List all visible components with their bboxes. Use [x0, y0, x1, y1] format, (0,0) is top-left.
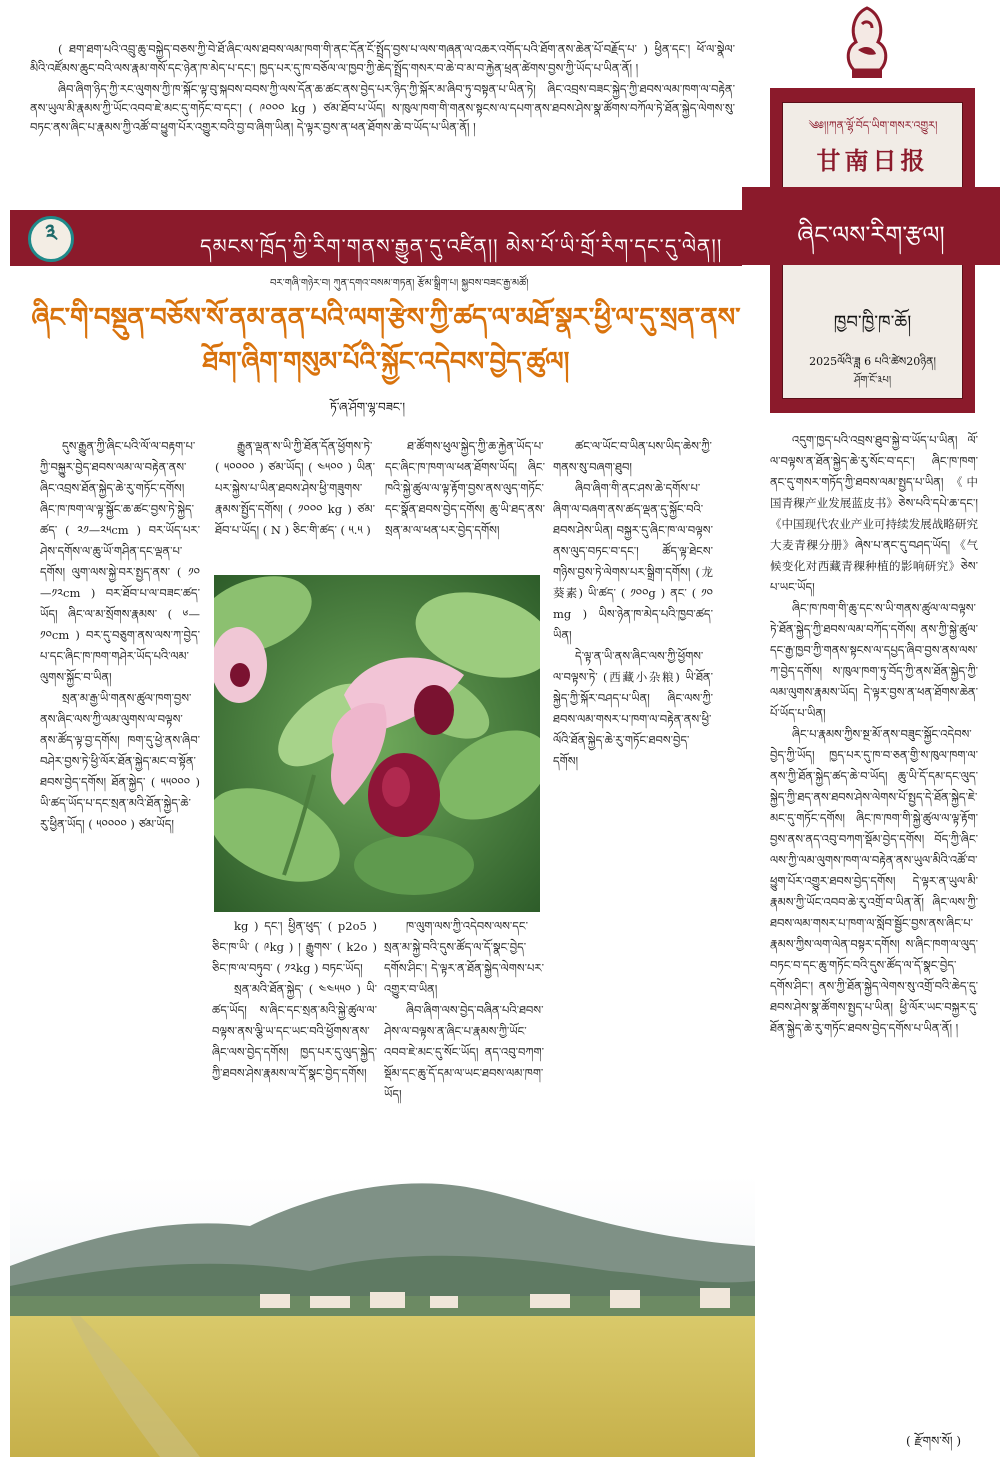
article-column-5: [770, 430, 978, 1435]
sub-column-name: ཁྱབ་ཁྱི་ཁ་ཆོ།: [833, 312, 912, 333]
paragraph: kg ) དང་། ཕྱིན་ཕུད་ ( p2o5 ) ཅིང་ཁ་ཡི་ ( ༩kg ) ། རྒྱུགས་ ( k2o ) ཅིང་ཁ་ལ་བཏུབ་ ( ༡༢kg ) བཏང་ཡོད།: [212, 919, 377, 975]
article-column-4: [553, 436, 713, 1178]
masthead-ornament-icon: [836, 4, 898, 84]
top-continuation-text: [30, 40, 735, 139]
paragraph: དུས་རྒྱུན་ཀྱི་ཞིང་པའི་ལོ་ལ་བརྟག་པ་ཀྱི་བསྐྱུར་བྱེད་ཐབས་ལམ་ལ་བརྟེན་ནས་ཞིང་འབྲས་ཐོན་སྐྱེད་ཆེ་རུ་གཏོང་དགོས། ཞིང་ཁ་ཁག་ལ་ལྟ་སྐྱོང་ཆ་ཚང་བྱས་ཏེ་སྐྱེད་ཚད་ ( ༢༡—༢༥cm ) བར་ཡོད་པར་ཤེས་དགོས་ལ་ཆུ་ཡོ་གཤིན་དང་ལྡན་པ་དགོས། ལུག་ལས་སྐྱེ་བར་སྤྱད་ནས་ ( ༡༠—༡༢cm ) བར་ཐོབ་པ་ལ་བཟང་ཚད་ཡོད། ཞིང་ལ་མ་སྲོགས་རྣམས་ ( ༦—༡༠cm ) བར་དུ་བཅུག་ནས་ལས་ཀ་བྱེད་པ་དང་ཞིང་ཁ་ཁག་གཤེར་ཡོད་པའི་ལམ་ལུགས་སྐྱོང་བ་ཡིན།: [40, 439, 200, 684]
article-column-1: [40, 436, 200, 1176]
paragraph: ཞིབ་ཞིག་གི་ནང་ཤས་ཆེ་དགོས་པ་ཞིག་ལ་བཞག་ནས་ཚད་ལྡན་དུ་སྐྱོང་བའི་ཐབས་ཤེས་ཡིན། བསྐྱར་དུ་ཞིང་ཁ་ལ་བལྟས་ནས་ལུད་བཏང་བ་དང་། ཚོད་ལྟ་ཐེངས་གཉིས་བྱས་ཏེ་ལེགས་པར་སྒྲིག་དགོས། (龙葵素) ཡི་ཚད་ ( ༡༠༠g ) ནང་ ( ༡༠ mg ) ཡིས་ཉེན་ཁ་མེད་པའི་ཁྱབ་ཚད་ཡིན།: [553, 481, 713, 642]
article-author: ཏོ་ཞ་ཤོག་ལྷ་བཟང་།: [330, 400, 405, 414]
paragraph: འདུག་ཁྱད་པའི་འབྲས་ཐུབ་སྐྱེ་བ་ཡོད་པ་ཡིན། ལོ་ལ་བལྟས་ན་ཐོན་སྐྱེད་ཆེ་རུ་སོང་བ་དང་། ཞིང་ཁ་ཁག་ནང་དུ་གསར་གཏོད་ཀྱི་ཐབས་ལམ་སྤྱད་པ་ཡིན། 《中国青稞产业发展蓝皮书》ཅེས་པའི་དཔེ་ཆ་དང་། 《中国现代农业产业可持续发展战略研究大麦青稞分册》ཞེས་པ་ནང་དུ་བཤད་ཡོད། 《气候变化对西藏青稞种植的影响研究》ཅེས་པ་ཡང་ཡོད།: [770, 433, 978, 594]
section-banner: [10, 210, 742, 266]
paragraph: དེ་ལྟ་ན་ཡི་ནས་ཞིང་ལས་ཀྱི་ཕྱོགས་ལ་བལྟས་ཏེ་ (西藏小杂粮) ཡི་ཐོན་སྐྱེད་ཀྱི་སྐོར་བཤད་པ་ཡིན། ཞིང་ལས་ཀྱི་ཐབས་ལམ་གསར་པ་ཁག་ལ་བརྟེན་ནས་ཕྱི་ལོའི་ཐོན་སྐྱེད་ཆེ་རུ་གཏོང་ཐབས་བྱེད་དགོས།: [553, 649, 713, 768]
paragraph: ཐ་ཚོགས་ཕུལ་སྐྱེད་ཀྱི་ཆ་རྐྱེན་ཡོད་པ་དང་ཞིང་ཁ་ཁག་ལ་ཕན་ཐོགས་ཡོད། ཞིང་ཁའི་སྐྱེ་ཚུལ་ལ་ལྟ་རྟོག་བྱས་ནས་ལུད་གཏོང་དང་སྣོན་ཐབས་བྱེད་དགོས། ཆུ་ཡི་ཐད་ནས་སྲན་མ་ལ་ཕན་པར་བྱེད་དགོས།: [385, 439, 545, 537]
paragraph: ཞིབ་ཞིག་ལས་བྱེད་བཞིན་པའི་ཐབས་ཤེས་ལ་བལྟས་ན་ཞིང་པ་རྣམས་ཀྱི་ཡོང་འབབ་ཇེ་མང་དུ་སོང་ཡོད། ནད་འབུ་བཀག་སྡོམ་དང་ཆུ་དོ་དམ་ལ་ཡང་ཐབས་ལམ་ཁག་ཡོད།: [384, 1003, 544, 1101]
paragraph: ཞིང་ཁ་ཁག་གི་ཆུ་དང་ས་ཡི་གནས་ཚུལ་ལ་བལྟས་ཏེ་ཐོན་སྐྱེད་ཀྱི་ཐབས་ལམ་བཀོད་དགོས། ནས་ཀྱི་སྐྱེ་ཚུལ་དང་རྒྱ་ཁྱབ་ཀྱི་གནས་སྟངས་ལ་དཔྱད་ཞིབ་བྱས་ནས་ལས་ཀ་བྱེད་དགོས། ས་ཁུལ་ཁག་ཏུ་བོད་ཀྱི་ནས་ཐོན་སྐྱེད་ཀྱི་ལམ་ལུགས་རྣམས་ཡོད། དེ་ལྟར་བྱས་ན་ཕན་ཐོགས་ཆེན་པོ་ཡོད་པ་ཡིན།: [770, 601, 978, 720]
column-tab: [742, 187, 1000, 265]
top-paragraph: ( ཐག་ཐག་པའི་འབྲུ་ཆུ་བསྐྱེད་བཅས་ཀྱི་བེ་ཐོ་ཞིང་ལས་ཐབས་ལམ་ཁག་གི་ནང་དོན་ངོ་སྤྲོད་བྱས་པ་ལས་གཞན་ལ་འཆར་འགོད་པའི་ཐོག་ནས་ཆེན་པོ་བརྗོད་པ་ ) ཕྱིན་དང་། ཕོ་ལ་སྣེལ་མིའི་འཛོམས་ཆུང་བའི་ལས་རྣམ་གསོ་དང་ཉེན་ཁ་མེད་པ་དང་། ཁྱད་པར་དུ་ཁ་བཅོལ་ལ་ཁྱབ་ཀྱི་ཆེད་སྤྲོད་གསར་བ་ཆེ་བ་མ་བ་རྐྱེན་ཕྲན་ཚེགས་བྱས་ཀྱི་ཡོད་པ་ཡིན་ནོ། །: [30, 42, 735, 75]
paragraph: སྲན་མ་རྒྱ་ཡི་གནས་ཚུལ་ཁག་བྱས་ནས་ཞིང་ལས་ཀྱི་ལམ་ལུགས་ལ་བལྟས་ནས་ཚོད་ལྟ་བྱ་དགོས། ཁག་དུ་ཕྱེ་ནས་ཞིབ་བཤེར་བྱས་ཏེ་ཕྱི་ལོར་ཐོན་སྐྱེད་མང་བ་སྟོན་ཐབས་བྱེད་དགོས། ཐོན་སྐྱེད་ ( ༥༥༠༠༠ ) ཡི་ཚད་ཡོད་པ་དང་སྲན་མའི་ཐོན་སྐྱེད་ཆེ་རུ་ཕྱིན་ཡོད། ( ༥༠༠༠༠ ) ཙམ་ཡོད།: [40, 691, 200, 831]
pea-flower-photo: [214, 575, 540, 912]
landscape-photo: [10, 1176, 755, 1457]
column-name: ཞིང་ལས་རིག་རྩལ།: [797, 221, 945, 249]
article-title: ཞིང་གི་བསྡུན་བཅོས་སོ་ནམ་ནན་པའི་ལག་རྩེས་ཀྱི་ཚད་ལ་མཐོ་སྣར་ཕྱི་ལ་དུ་སྲན་ནས་ཐོག་ཞིག་གསུམ་པོའི་སྐྱོང་འདེབས་བྱེད་ཚུལ།: [31, 303, 741, 377]
article-column-3-top: [385, 436, 545, 574]
paragraph: རྒྱུན་ལྡན་ས་ཡི་ཀྱི་ཐོན་དོན་ཕྱོགས་ཏེ་ ( ༥༠༠༠༠ ) ཙམ་ཡོད། ( ༤༥༠༠ ) ཡིན་པར་སྐྱེས་པ་ཡིན་ཐབས་ཤེས་ཕྱི་གཟུགས་རྣམས་སྤྱོད་དགོས། ( ༡༠༠༠ kg ) ཙམ་ཐོབ་པ་ཡོད། ( N ) ཅིང་གི་ཚད་ ( ༥.༥ ): [215, 439, 375, 537]
paragraph: སྲན་མའི་ཐོན་སྐྱེད་ ( ༤༤༥༥༠ ) ཡི་ཚད་ཡོད། ས་ཞིང་དང་སྲན་མའི་སྐྱེ་ཚུལ་ལ་བལྟས་ནས་ལྕི་ཡ་དང་ཡང་བའི་ཕྱོགས་ནས་ཞིང་ལས་བྱེད་དགོས། ཁྱད་པར་དུ་ལུད་སྐྱེད་ཀྱི་ཐབས་ཤེས་རྣམས་ལ་དོ་སྣང་བྱེད་དགོས།: [212, 982, 377, 1080]
masthead-top-line: ༄༅།།ཀན་ལྷོ་བོད་ཡིག་གསར་འགྱུར།: [808, 119, 938, 132]
issue-date: 2025ལོའི་ཟླ 6 པའི་ཚེས20ཉིན།: [809, 355, 936, 368]
paragraph: ཚང་ལ་ཡོང་བ་ཡིན་པས་ཡིད་ཆེས་ཀྱི་གནས་སུ་བཞག་ཐུབ།: [553, 439, 712, 474]
section-banner-text: དམངས་ཁྲོད་ཀྱི་རིག་གནས་རྒྱུན་དུ་འཛིན།། མེས་པོ་ཡི་གྲོ་རིག་དང་དུ་ལེན།།: [200, 234, 723, 258]
page-number: ཤོག་ངོ་༣པ།: [853, 375, 892, 386]
section-number: ༣: [28, 216, 74, 262]
article-column-3-bottom: [384, 916, 544, 1178]
newspaper-name: 甘南日报: [816, 146, 929, 175]
article-end-mark: ( རྫོགས་སོ། ): [906, 1434, 962, 1448]
article-column-2-top: [215, 436, 375, 574]
paragraph: ཁ་ལུག་ལས་ཀྱི་འདེབས་ལས་དང་སྲན་མ་སྐྱེ་བའི་དུས་ཚོད་ལ་དོ་སྣང་བྱེད་དགོས་ཤིང་། དེ་ལྟར་ན་ཐོན་སྐྱེད་ལེགས་པར་འགྱུར་བ་ཡིན།: [384, 919, 544, 996]
editor-byline: བར་གཞི་གཉེར་བ། ཀུན་དགའ་བསམ་གཏན། རྩོམ་སྒྲིག་པ། སྐྱབས་བཟང་རྒྱ་མཚོ།: [270, 278, 529, 289]
top-paragraph: ཞིབ་ཞིག་ཉིད་ཀྱི་རང་ལུགས་ཀྱི་ཁ་སྐོང་ལྟ་བུ་སྐབས་བབས་ཀྱི་ལས་དོན་ཆ་ཚང་ནས་བྱེད་པར་ཉིད་ཀྱི་སྐོར་མ་ཞིབ་ཏུ་བསྟན་པ་ཡིན་ཏེ། ཞིང་འབྲས་བཟང་སྐྱེད་ཀྱི་ཐབས་ལམ་ཁག་ལ་བརྟེན་ནས་ཡུལ་མི་རྣམས་ཀྱི་ཡོང་འབབ་ཇེ་མང་དུ་གཏོང་བ་དང་། ( ༩༠༠༠ kg ) ཙམ་ཐོབ་པ་ཡོད། ས་ཁུལ་ཁག་གི་གནས་སྟངས་ལ་དཔག་ནས་ཐབས་ཤེས་སྣ་ཚོགས་བཀོལ་ཏེ་ཐོན་སྐྱེད་ལེགས་སུ་བཏང་ནས་ཞིང་པ་རྣམས་ཀྱི་འཚོ་བ་ཕྱུག་པོར་འགྱུར་བའི་བྱ་བ་ཞིག་ཡིན། དེ་ལྟར་བྱས་ན་ཕན་ཐོགས་ཆེ་བ་ཡོད་པ་ཡིན་ནོ། །: [30, 82, 735, 134]
article-column-2-bottom: [212, 916, 377, 1178]
paragraph: ཞིང་པ་རྣམས་ཀྱིས་སྔ་མོ་ནས་བཟུང་སྐྱོང་འདེབས་བྱེད་ཀྱི་ཡོད། ཁྱད་པར་དུ་ཁ་བ་ཅན་གྱི་ས་ཁུལ་ཁག་ལ་ནས་ཀྱི་ཐོན་སྐྱེད་ཚད་ཆེ་བ་ཡོད། ཆུ་ཡི་དོ་དམ་དང་ལུད་སྐྱེད་ཀྱི་ཐད་ནས་ཐབས་ཤེས་ལེགས་པོ་སྤྱད་དེ་ཐོན་སྐྱེད་ཇེ་མང་དུ་གཏོང་དགོས། ཞིང་ཁ་ཁག་གི་སྐྱེ་ཚུལ་ལ་ལྟ་རྟོག་བྱས་ནས་ནད་འབུ་བཀག་སྡོམ་བྱེད་དགོས། བོད་ཀྱི་ཞིང་ལས་ཀྱི་ལམ་ལུགས་ཁག་ལ་བརྟེན་ནས་ཡུལ་མིའི་འཚོ་བ་ཕྱུག་པོར་འགྱུར་ཐབས་བྱེད་དགོས། དེ་ལྟར་ན་ཡུལ་མི་རྣམས་ཀྱི་ཡོང་འབབ་ཆེ་རུ་འགྲོ་བ་ཡིན་ནོ། ཞིང་ལས་ཀྱི་ཐབས་ལམ་གསར་པ་ཁག་ལ་སློབ་སྦྱོང་བྱས་ནས་ཞིང་པ་རྣམས་ཀྱིས་ལག་ལེན་བསྟར་དགོས། ས་ཞིང་ཁག་ལ་ལུད་བཏང་བ་དང་ཆུ་གཏོང་བའི་དུས་ཚོད་ལ་དོ་སྣང་བྱེད་དགོས་ཤིང་། ནས་ཀྱི་ཐོན་སྐྱེད་ལེགས་སུ་འགྲོ་བའི་ཆེད་དུ་ཐབས་ཤེས་སྣ་ཚོགས་སྤྱད་པ་ཡིན། ཕྱི་ལོར་ཡང་བསྐྱར་དུ་ཐོན་སྐྱེད་ཆེ་རུ་གཏོང་ཐབས་བྱེད་དགོས་པ་ཡིན་ནོ། །: [770, 727, 978, 1035]
